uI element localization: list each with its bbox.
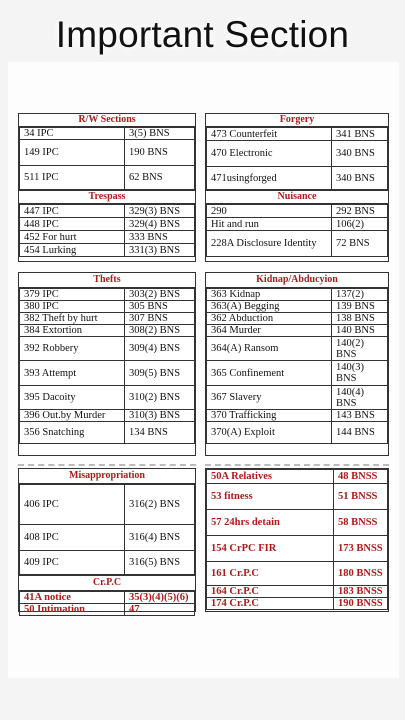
thefts-table <box>19 288 195 444</box>
table-row <box>207 562 388 586</box>
rw-trespass-box <box>18 113 196 262</box>
cell: 379 IPC <box>20 289 125 301</box>
table-row <box>20 313 195 325</box>
cell: 173 BNSS <box>334 536 388 562</box>
cell: 363(A) Begging <box>207 301 332 313</box>
table-row <box>207 386 388 410</box>
cell: 370(A) Exploit <box>207 422 332 444</box>
cell: 408 IPC <box>20 525 125 551</box>
trespass-heading: Trespass <box>19 190 195 204</box>
cell: 149 IPC <box>20 140 125 166</box>
table-row <box>207 313 388 325</box>
cell: 333 BNS <box>125 231 195 244</box>
cell: Hit and run <box>207 218 332 231</box>
cell: 307 BNS <box>125 313 195 325</box>
table-row <box>20 592 195 604</box>
cell: 384 Extortion <box>20 325 125 337</box>
cell: 447 IPC <box>20 205 125 218</box>
cell: 392 Robbery <box>20 337 125 361</box>
rw-table <box>19 127 195 190</box>
table-row <box>20 301 195 313</box>
cell: 329(3) BNS <box>125 205 195 218</box>
table-row <box>20 244 195 257</box>
table-row <box>207 167 388 190</box>
cell: 448 IPC <box>20 218 125 231</box>
cell: 341 BNS <box>332 128 388 141</box>
cell: 140(3) BNS <box>332 361 388 386</box>
cell: 473 Counterfeit <box>207 128 332 141</box>
table-row <box>207 598 388 610</box>
table-row <box>207 484 388 510</box>
cell: 305 BNS <box>125 301 195 313</box>
bnss-table <box>206 469 388 610</box>
cell: 316(5) BNS <box>125 551 195 575</box>
table-row <box>207 218 388 231</box>
cell: 41A notice <box>20 592 125 604</box>
cell: 380 IPC <box>20 301 125 313</box>
cell: 396 Out.by Murder <box>20 410 125 422</box>
rw-heading: R/W Sections <box>19 114 195 127</box>
cell: 134 BNS <box>125 422 195 444</box>
cell: 106(2) <box>332 218 388 231</box>
cell: 303(2) BNS <box>125 289 195 301</box>
cell: 3(5) BNS <box>125 128 195 140</box>
table-row <box>207 289 388 301</box>
table-row <box>207 141 388 167</box>
cell: 310(2) BNS <box>125 386 195 410</box>
cell: 356 Snatching <box>20 422 125 444</box>
cell: 471usingforged <box>207 167 332 190</box>
table-row <box>20 128 195 140</box>
forgery-heading: Forgery <box>206 114 388 127</box>
cell: 331(3) BNS <box>125 244 195 257</box>
table-row <box>207 337 388 361</box>
table-row <box>207 325 388 337</box>
cell: 137(2) <box>332 289 388 301</box>
table-row <box>20 140 195 166</box>
cell: 62 BNS <box>125 166 195 190</box>
cell: 51 BNSS <box>334 484 388 510</box>
cell: 140 BNS <box>332 325 388 337</box>
cell: 452 For hurt <box>20 231 125 244</box>
cell: 161 Cr.P.C <box>207 562 334 586</box>
cell: 143 BNS <box>332 410 388 422</box>
table-row <box>20 422 195 444</box>
cell: 190 BNS <box>125 140 195 166</box>
cell: 183 BNSS <box>334 586 388 598</box>
cell: 470 Electronic <box>207 141 332 167</box>
bnss-box <box>205 468 389 612</box>
crpc-heading: Cr.P.C <box>19 575 195 591</box>
cell: 309(5) BNS <box>125 361 195 386</box>
table-row <box>207 510 388 536</box>
cell: 34 IPC <box>20 128 125 140</box>
dashed-separator <box>205 464 389 466</box>
table-row <box>20 410 195 422</box>
kidnap-table <box>206 288 388 444</box>
cell: 292 BNS <box>332 205 388 218</box>
cell: 370 Trafficking <box>207 410 332 422</box>
kidnap-heading: Kidnap/Abducyion <box>206 273 388 288</box>
cell: 190 BNSS <box>334 598 388 610</box>
thefts-heading: Thefts <box>19 273 195 288</box>
nuisance-heading: Nuisance <box>206 190 388 204</box>
forgery-table <box>206 127 388 190</box>
crpc-table <box>19 591 195 616</box>
table-row <box>20 525 195 551</box>
dashed-separator <box>18 464 196 466</box>
cell: 290 <box>207 205 332 218</box>
cell: 308(2) BNS <box>125 325 195 337</box>
cell: 409 IPC <box>20 551 125 575</box>
cell: 365 Confinement <box>207 361 332 386</box>
table-row <box>207 205 388 218</box>
table-row <box>20 604 195 616</box>
misappropriation-box <box>18 468 196 615</box>
table-row <box>20 485 195 525</box>
cell: 50A Relatives <box>207 470 334 484</box>
cell: 154 CrPC FIR <box>207 536 334 562</box>
cell: 363 Kidnap <box>207 289 332 301</box>
table-row <box>207 231 388 257</box>
forgery-nuisance-box <box>205 113 389 262</box>
cell: 53 fitness <box>207 484 334 510</box>
cell: 228A Disclosure Identity <box>207 231 332 257</box>
table-row <box>20 231 195 244</box>
cell: 48 BNSS <box>334 470 388 484</box>
trespass-table <box>19 204 195 257</box>
misappropriation-table <box>19 484 195 575</box>
cell: 364 Murder <box>207 325 332 337</box>
cell: 140(2) BNS <box>332 337 388 361</box>
cell: 316(4) BNS <box>125 525 195 551</box>
cell: 138 BNS <box>332 313 388 325</box>
table-row <box>20 289 195 301</box>
cell: 362 Abduction <box>207 313 332 325</box>
cell: 180 BNSS <box>334 562 388 586</box>
table-row <box>20 205 195 218</box>
table-row <box>20 386 195 410</box>
cell: 58 BNSS <box>334 510 388 536</box>
bottom-margin <box>0 678 405 720</box>
cell: 174 Cr.P.C <box>207 598 334 610</box>
cell: 72 BNS <box>332 231 388 257</box>
cell: 140(4) BNS <box>332 386 388 410</box>
cell: 340 BNS <box>332 167 388 190</box>
cell: 139 BNS <box>332 301 388 313</box>
cell: 310(3) BNS <box>125 410 195 422</box>
cell: 329(4) BNS <box>125 218 195 231</box>
table-row <box>20 325 195 337</box>
table-row <box>207 422 388 444</box>
cell: 340 BNS <box>332 141 388 167</box>
misappropriation-heading: Misappropriation <box>19 469 195 484</box>
cell: 316(2) BNS <box>125 485 195 525</box>
cell: 164 Cr.P.C <box>207 586 334 598</box>
table-row <box>20 166 195 190</box>
table-row <box>207 536 388 562</box>
cell: 511 IPC <box>20 166 125 190</box>
table-row <box>20 337 195 361</box>
nuisance-table <box>206 204 388 257</box>
cell: 395 Dacoity <box>20 386 125 410</box>
table-row <box>20 551 195 575</box>
table-row <box>207 361 388 386</box>
cell: 367 Slavery <box>207 386 332 410</box>
cell: 309(4) BNS <box>125 337 195 361</box>
cell: 454 Lurking <box>20 244 125 257</box>
table-row <box>20 218 195 231</box>
cell: 393 Attempt <box>20 361 125 386</box>
cell: 382 Theft by hurt <box>20 313 125 325</box>
table-row <box>207 470 388 484</box>
table-row <box>207 586 388 598</box>
table-row <box>20 361 195 386</box>
table-row <box>207 301 388 313</box>
cell: 35(3)(4)(5)(6) <box>125 592 195 604</box>
cell: 57 24hrs detain <box>207 510 334 536</box>
cell: 406 IPC <box>20 485 125 525</box>
page-title: Important Section <box>55 14 350 55</box>
thefts-box <box>18 272 196 456</box>
table-row <box>207 128 388 141</box>
cell: 144 BNS <box>332 422 388 444</box>
table-row <box>207 410 388 422</box>
cell: 47 <box>125 604 195 616</box>
kidnap-box <box>205 272 389 456</box>
cell: 50 Intimation <box>20 604 125 616</box>
cell: 364(A) Ransom <box>207 337 332 361</box>
